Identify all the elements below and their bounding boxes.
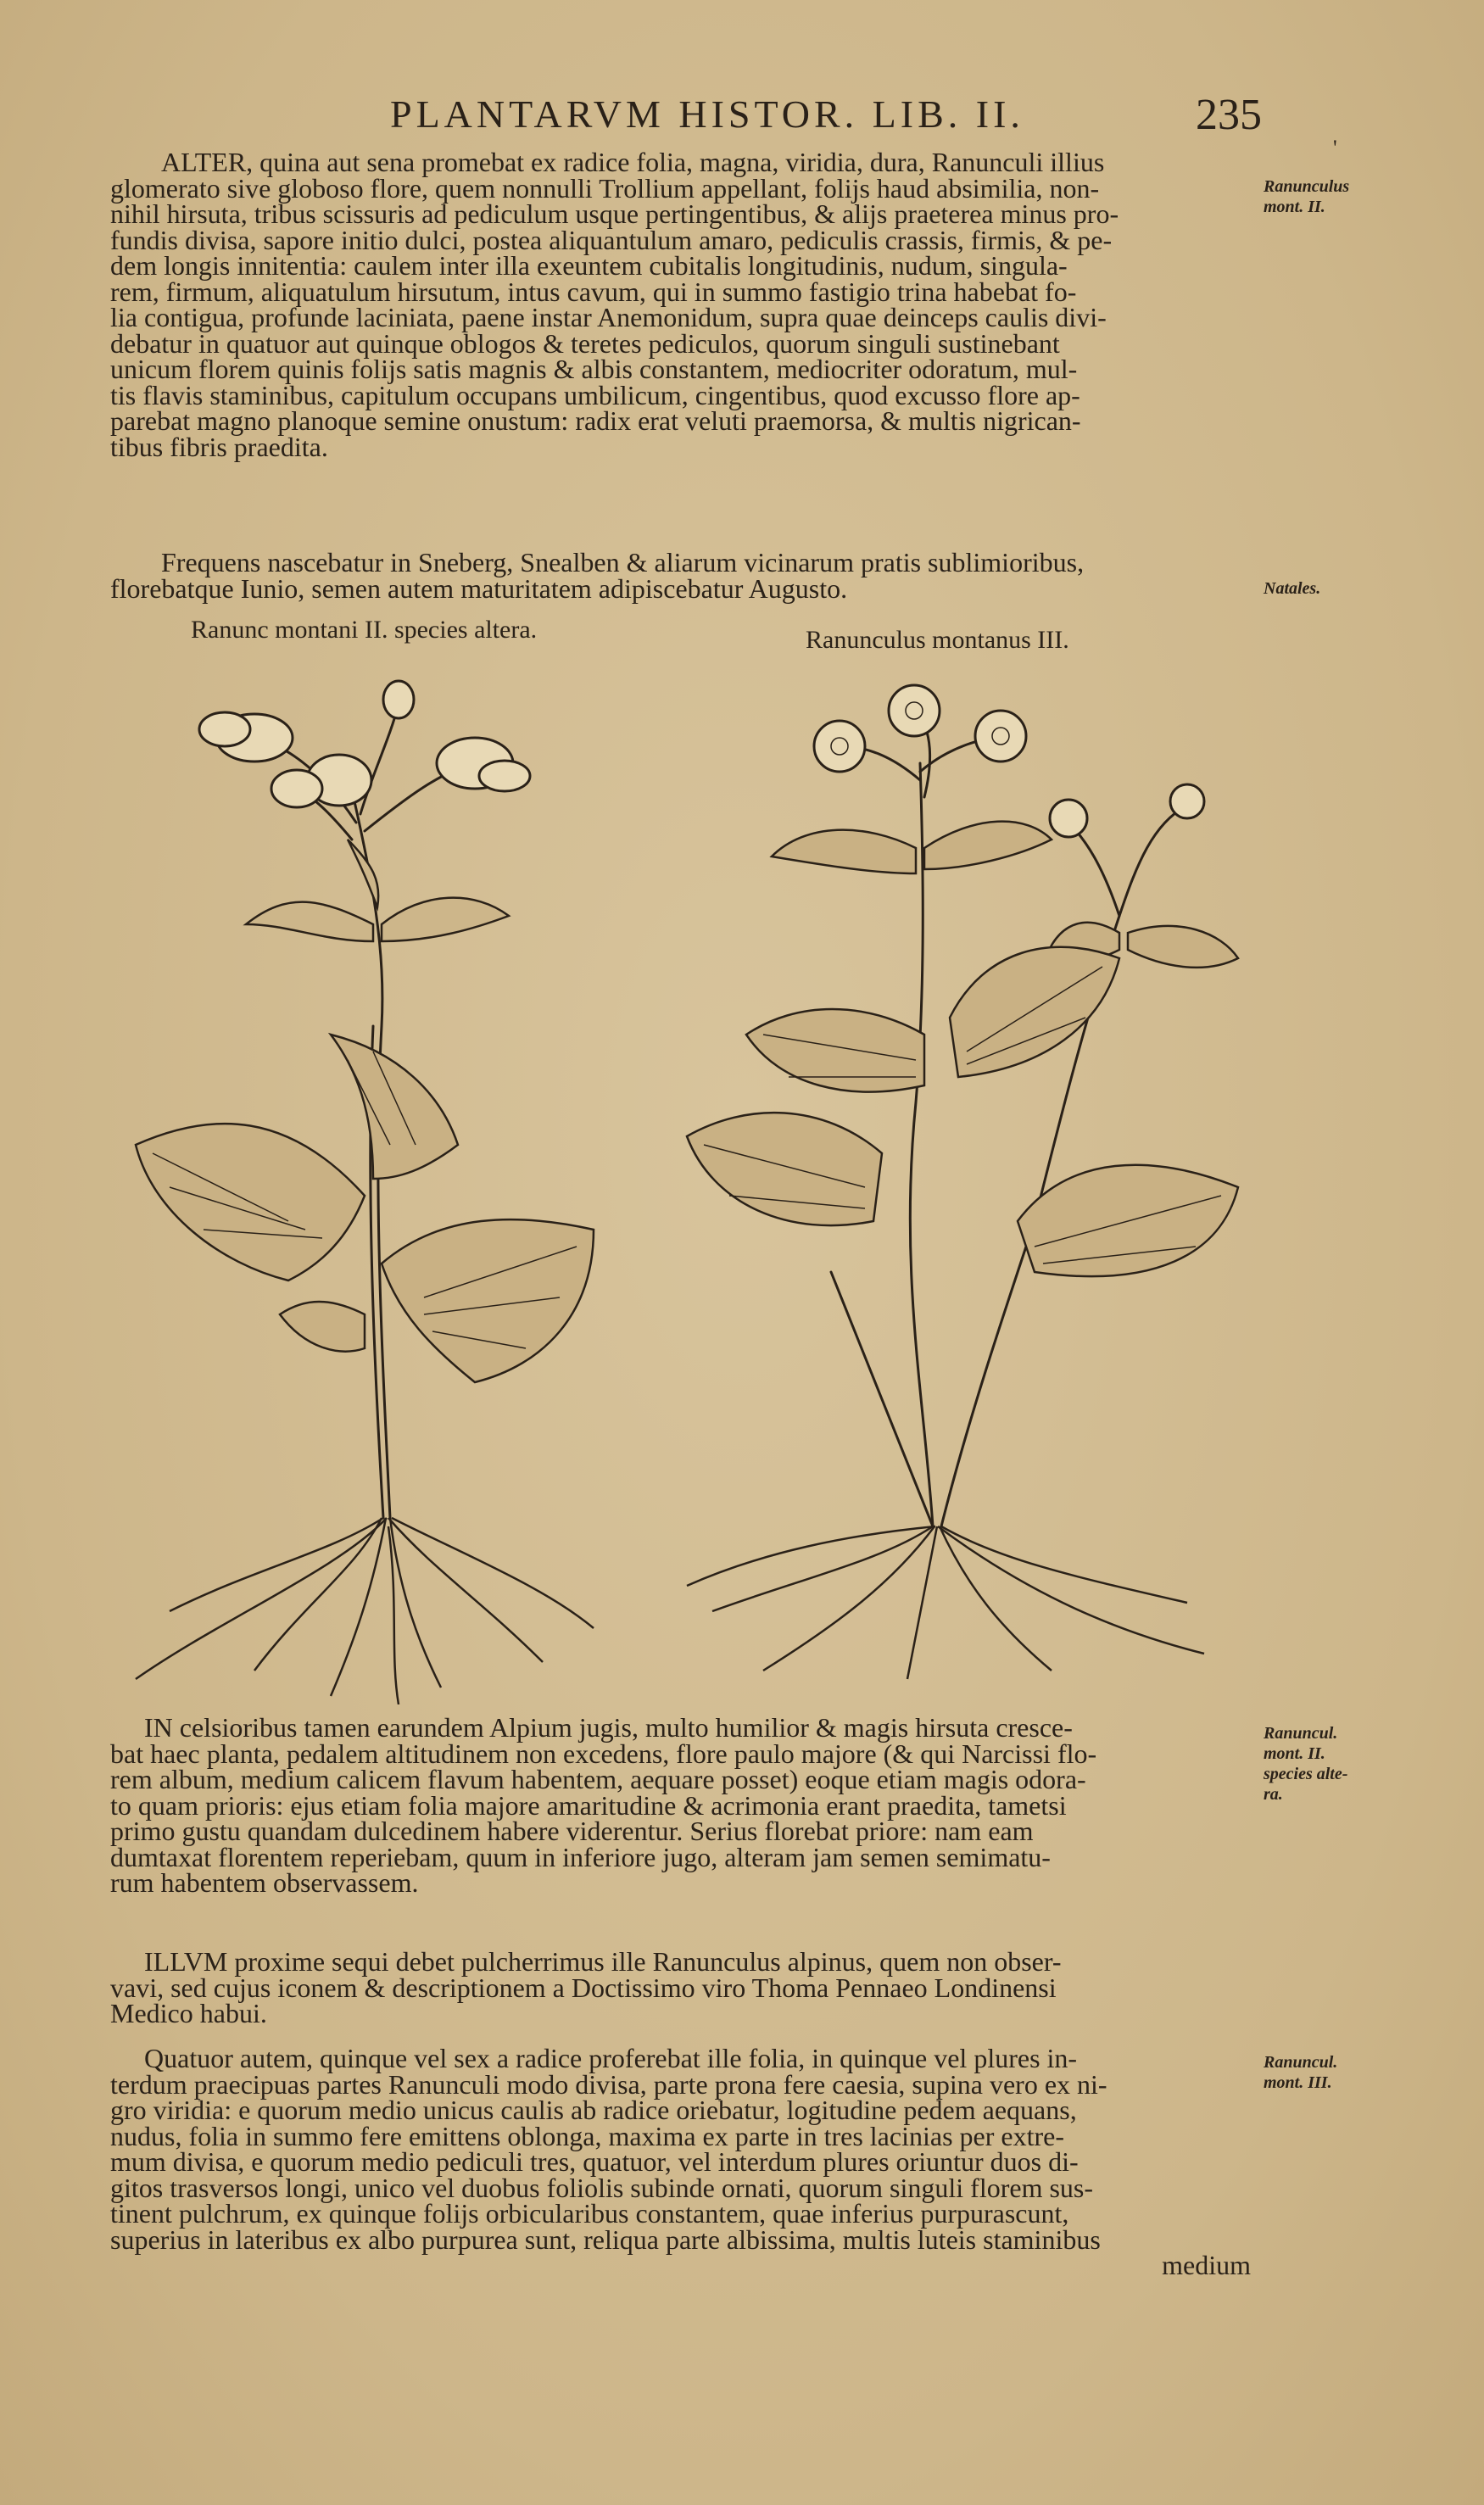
text-line: gro viridia: e quorum medio unicus caulis ab radice oriebatur, logitudine pedem aequans, [110, 2095, 1077, 2125]
text-line: dumtaxat florentem reperiebam, quum in inferiore jugo, alteram jam semen semimatu- [110, 1841, 1051, 1872]
margin-note-line: Ranuncul. [1264, 1724, 1338, 1743]
text-line: unicum florem quinis folijs satis magnis & albis constantem, mediocriter odoratum, mul- [110, 354, 1078, 384]
text-line: tibus fibris praedita. [110, 431, 328, 462]
paragraph-description-alter [110, 149, 1268, 460]
stray-mark: ' [1333, 136, 1337, 160]
margin-note-line: mont. II. [1264, 1744, 1325, 1763]
text-line: lia contigua, profunde laciniata, paene instar Anemonidum, supra quae deinceps caulis divi- [110, 302, 1107, 332]
text-line: fundis divisa, sapore initio dulci, postea aliquantulum amaro, pediculis crassis, firmis, & pe- [110, 224, 1113, 255]
plant-illustration-left [119, 670, 644, 1704]
text-line: rum habentem observassem. [110, 1867, 419, 1898]
paragraph-celsioribus [110, 1712, 1268, 1898]
text-line: dem longis innitentia: caulem inter illa exeuntem cubitalis longitudinis, nudum, singula- [110, 250, 1068, 281]
paragraph-quatuor [110, 2045, 1268, 2279]
text-line: ALTER, quina aut sena promebat ex radice folia, magna, viridia, dura, Ranunculi illius [161, 147, 1105, 177]
margin-note-ranunculus-mont-ii [1264, 176, 1476, 217]
text-line: glomerato sive globoso flore, quem nonnulli Trollium appellant, folijs haud absimilia, non- [110, 172, 1100, 204]
margin-note-ranuncul-mont-iii [1264, 2052, 1476, 2093]
text-line: gitos trasversos longi, unico vel duobus foliolis subinde ornati, quorum singuli florem sus- [110, 2172, 1094, 2203]
page-header [390, 91, 1391, 160]
text-line: ILLVM proxime sequi debet pulcherrimus ille Ranunculus alpinus, quem non obser- [144, 1946, 1062, 1977]
margin-note-line: Ranuncul. [1264, 2053, 1338, 2072]
margin-note-line: species alte- [1264, 1765, 1348, 1783]
margin-note-line: Ranunculus [1264, 177, 1350, 196]
text-line: Medico habui. [110, 1998, 267, 2028]
catchword: medium [1162, 2250, 1251, 2280]
caption-right-figure: Ranunculus montanus III. [806, 626, 1069, 654]
text-line: vavi, sed cujus iconem & descriptionem a Doctissimo viro Thoma Pennaeo Londinensi [110, 1972, 1057, 2003]
text-line: tinent pulchrum, ex quinque folijs orbicularibus constantem, quae inferius purpurascunt, [110, 2198, 1069, 2229]
text-line: nihil hirsuta, tribus scissuris ad pediculum usque pertingentibus, & alijs praeterea minus pro- [110, 198, 1119, 229]
text-line: IN celsioribus tamen earundem Alpium jugis, multo humilior & magis hirsuta cresce- [144, 1712, 1073, 1743]
text-line: tis flavis staminibus, capitulum occupans umbilicum, cingentibus, quod excusso flore ap- [110, 379, 1080, 410]
text-line: florebatque Iunio, semen autem maturitatem adipiscebatur Augusto. [110, 572, 848, 604]
paragraph-natales [110, 547, 1268, 604]
margin-note-natales [1264, 578, 1476, 599]
paragraph-illum [110, 1946, 1268, 2028]
margin-note-line: mont. III. [1264, 2073, 1332, 2092]
caption-left-figure: Ranunc montani II. species altera. [191, 616, 538, 644]
text-line: primo gustu quandam dulcedinem habere viderentur. Serius florebat priore: nam eam [110, 1816, 1034, 1846]
margin-note-line: ra. [1264, 1785, 1283, 1804]
text-line: to quam prioris: ejus etiam folia majore amaritudine & acrimonia erant praedita, tametsi [110, 1789, 1067, 1821]
text-line: mum divisa, e quorum medio pediculi tres, quatuor, vel interdum plures oriuntur duos di- [110, 2146, 1079, 2177]
margin-note-line: Natales. [1264, 579, 1321, 598]
text-line: parebat magno planoque semine onustum: radix erat veluti praemorsa, & multis nigrican- [110, 405, 1081, 436]
text-line: superius in lateribus ex albo purpurea sunt, reliqua parte albissima, multis luteis staminibus [110, 2223, 1101, 2255]
woodcut-ranunculus-montanus-ii-altera [119, 670, 644, 1704]
text-line: rem album, medium calicem flavum habentem, aequare posset) eoque etiam magis odora- [110, 1764, 1086, 1794]
plant-illustration-right [678, 678, 1289, 1688]
text-line: rem, firmum, aliquatulum hirsutum, intus cavum, qui in summo fastigio trina habebat fo- [110, 276, 1077, 307]
page-number: 235 [1196, 91, 1262, 139]
text-line: nudus, folia in summo fere emittens oblonga, maxima ex parte in tres lacinias per extre- [110, 2120, 1064, 2151]
margin-note-ranuncul-mont-ii-altera [1264, 1723, 1476, 1805]
running-title: PLANTARVM HISTOR. LIB. II. [390, 92, 1024, 136]
text-line: bat haec planta, pedalem altitudinem non excedens, flore paulo majore (& qui Narcissi flo- [110, 1738, 1097, 1769]
text-line: Frequens nascebatur in Sneberg, Snealben & aliarum vicinarum pratis sublimioribus, [161, 547, 1085, 577]
woodcut-ranunculus-montanus-iii [678, 678, 1289, 1688]
text-line: terdum praecipuas partes Ranunculi modo divisa, parte prona fere caesia, supina vero ex ni- [110, 2068, 1107, 2100]
text-line: debatur in quatuor aut quinque oblogos & teretes pediculos, quorum singuli sustinebant [110, 327, 1060, 359]
margin-note-line: mont. II. [1264, 198, 1325, 216]
text-line: Quatuor autem, quinque vel sex a radice proferebat ille folia, in quinque vel plures in- [144, 2043, 1078, 2073]
